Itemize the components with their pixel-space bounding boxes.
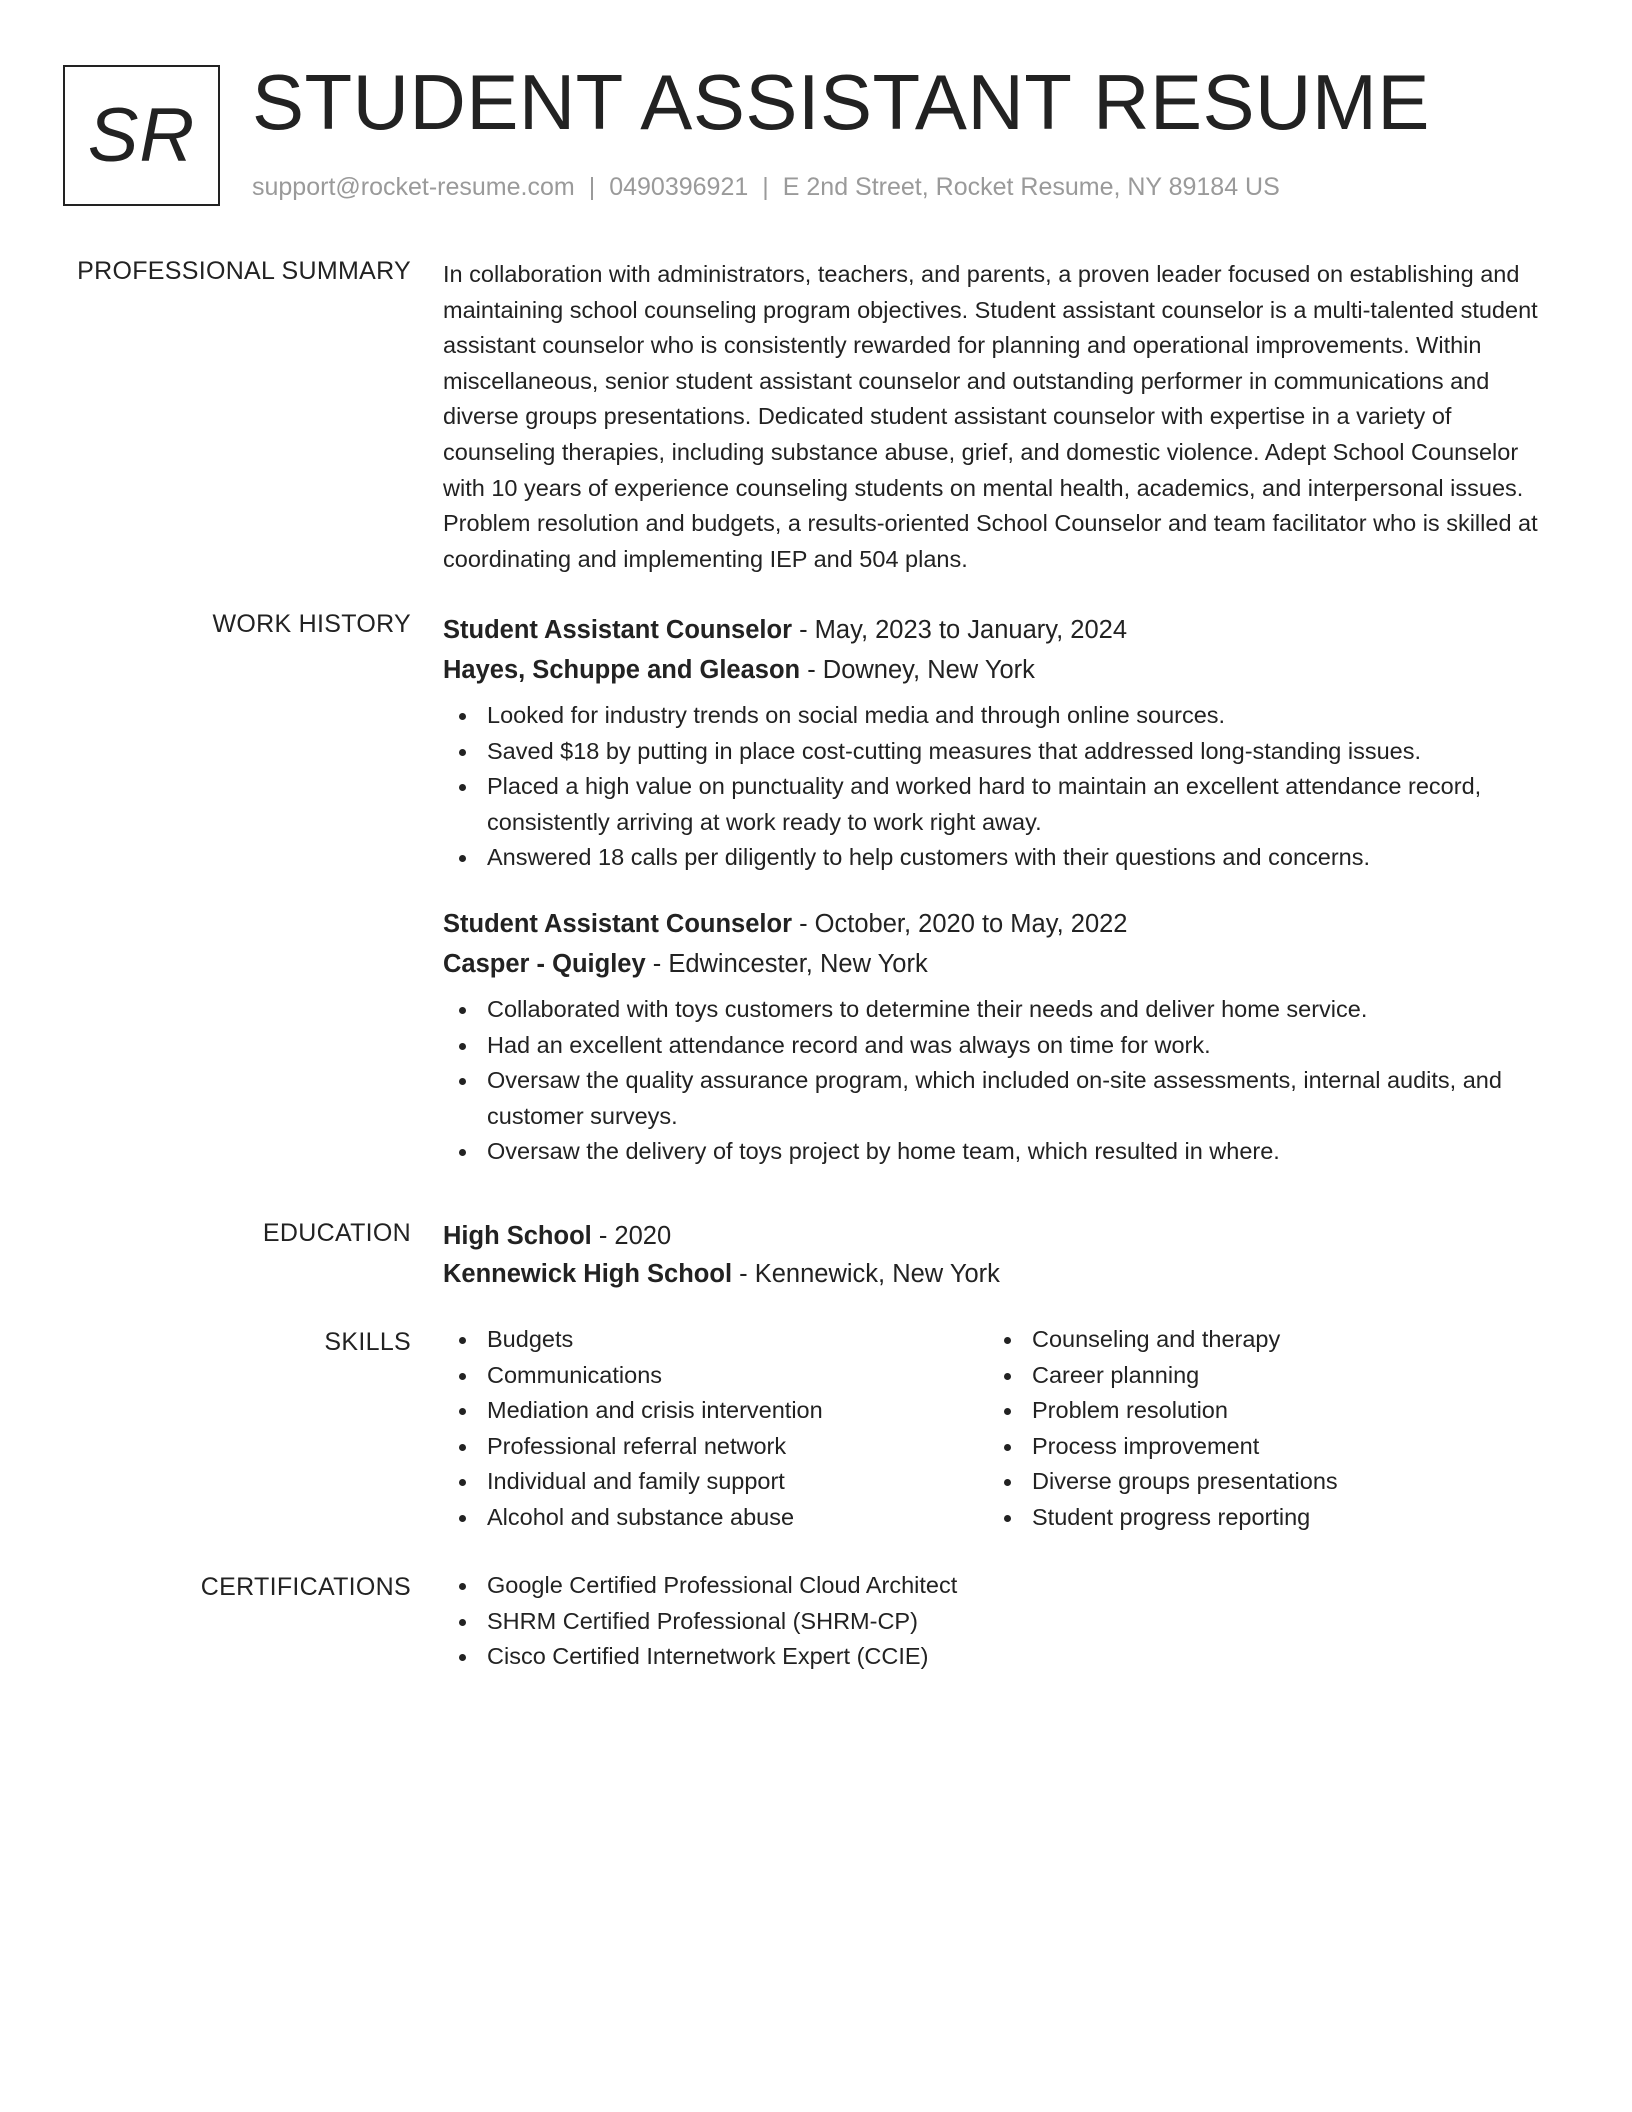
job-title-line <box>443 904 1543 944</box>
section-label-education: EDUCATION <box>262 1219 411 1247</box>
job-bullet: Saved $18 by putting in place cost-cutting measures that addressed long-standing issues. <box>443 734 1543 770</box>
education-body <box>443 1217 1543 1293</box>
job-dates: - May, 2023 to January, 2024 <box>792 616 1128 644</box>
skill-item: Individual and family support <box>443 1464 988 1500</box>
certification-item: Google Certified Professional Cloud Architect <box>443 1568 1543 1604</box>
section-label-work-history: WORK HISTORY <box>212 610 411 638</box>
certifications-list <box>443 1568 1543 1675</box>
work-history-body <box>443 610 1543 1170</box>
job-dates: - October, 2020 to May, 2022 <box>792 909 1128 938</box>
skill-item: Diverse groups presentations <box>988 1464 1533 1500</box>
job-bullet: Had an excellent attendance record and was always on time for work. <box>443 1028 1543 1064</box>
skills-columns <box>443 1322 1543 1536</box>
skill-item: Student progress reporting <box>988 1500 1533 1536</box>
contact-address: E 2nd Street, Rocket Resume, NY 89184 US <box>782 173 1280 201</box>
contact-line <box>252 173 1280 202</box>
skill-item: Counseling and therapy <box>988 1322 1533 1358</box>
certification-item: SHRM Certified Professional (SHRM-CP) <box>443 1604 1543 1640</box>
education-school-line <box>443 1255 1543 1293</box>
job-company: Casper - Quigley <box>443 949 646 978</box>
section-label-summary: PROFESSIONAL SUMMARY <box>77 257 411 285</box>
monogram-logo: SR <box>63 65 220 206</box>
skill-item: Professional referral network <box>443 1429 988 1465</box>
certification-item: Cisco Certified Internetwork Expert (CCIE) <box>443 1639 1543 1675</box>
resume-title: STUDENT ASSISTANT RESUME <box>252 58 1430 146</box>
job-bullet: Oversaw the delivery of toys project by home team, which resulted in where. <box>443 1134 1543 1170</box>
skill-item: Communications <box>443 1358 988 1394</box>
skill-item: Budgets <box>443 1322 988 1358</box>
certifications-body <box>443 1568 1543 1675</box>
skills-list-right <box>988 1322 1533 1536</box>
job-bullet-list <box>443 992 1543 1170</box>
summary-text: In collaboration with administrators, teachers, and parents, a proven leader focused on establishing and maintaining school counseling program objectives. Student assistant counselor is a multi-talented student assistant counselor who is consistently rewarded for planning and operational improvements. Within miscellaneous, senior student assistant counselor and outstanding performer in communications and diverse groups presentations. Dedicated student assistant counselor with expertise in a variety of counseling therapies, including substance abuse, grief, and domestic violence. Adept School Counselor with 10 years of experience counseling students on mental health, academics, and interpersonal issues. Problem resolution and budgets, a results-oriented School Counselor and team facilitator who is skilled at coordinating and implementing IEP and 504 plans. <box>443 261 1538 572</box>
education-location: - Kennewick, New York <box>732 1260 1000 1288</box>
job-entry <box>443 904 1543 1170</box>
job-company: Hayes, Schuppe and Gleason <box>443 656 801 684</box>
skill-item: Problem resolution <box>988 1393 1533 1429</box>
skills-list-left <box>443 1322 988 1536</box>
skill-item: Mediation and crisis intervention <box>443 1393 988 1429</box>
skills-body <box>443 1322 1543 1536</box>
education-degree: High School <box>443 1222 592 1250</box>
job-bullet: Oversaw the quality assurance program, which included on-site assessments, internal audits, and customer surveys. <box>443 1063 1543 1134</box>
job-bullet-list <box>443 698 1543 876</box>
education-degree-line <box>443 1217 1543 1255</box>
job-location: - Downey, New York <box>800 656 1035 684</box>
contact-separator: | <box>762 173 769 201</box>
summary-body <box>443 257 1543 577</box>
education-school: Kennewick High School <box>443 1260 733 1288</box>
contact-phone[interactable]: 0490396921 <box>609 173 749 201</box>
job-location: - Edwincester, New York <box>645 949 928 978</box>
section-label-skills: SKILLS <box>324 1328 411 1356</box>
job-company-line <box>443 650 1543 690</box>
job-bullet: Collaborated with toys customers to determine their needs and deliver home service. <box>443 992 1543 1028</box>
job-title: Student Assistant Counselor <box>443 909 793 938</box>
job-entry <box>443 610 1543 876</box>
job-bullet: Answered 18 calls per diligently to help customers with their questions and concerns. <box>443 840 1543 876</box>
job-bullet: Placed a high value on punctuality and worked hard to maintain an excellent attendance record, consistently arriving at work ready to work right away. <box>443 769 1543 840</box>
job-company-line <box>443 944 1543 984</box>
job-bullet: Looked for industry trends on social media and through online sources. <box>443 698 1543 734</box>
job-title: Student Assistant Counselor <box>443 616 793 644</box>
skill-item: Career planning <box>988 1358 1533 1394</box>
section-label-certifications: CERTIFICATIONS <box>200 1573 411 1601</box>
education-year: - 2020 <box>591 1222 672 1250</box>
contact-separator: | <box>588 173 596 201</box>
skill-item: Process improvement <box>988 1429 1533 1465</box>
contact-email[interactable]: support@rocket-resume.com <box>252 173 575 201</box>
job-title-line <box>443 610 1543 650</box>
skill-item: Alcohol and substance abuse <box>443 1500 988 1536</box>
